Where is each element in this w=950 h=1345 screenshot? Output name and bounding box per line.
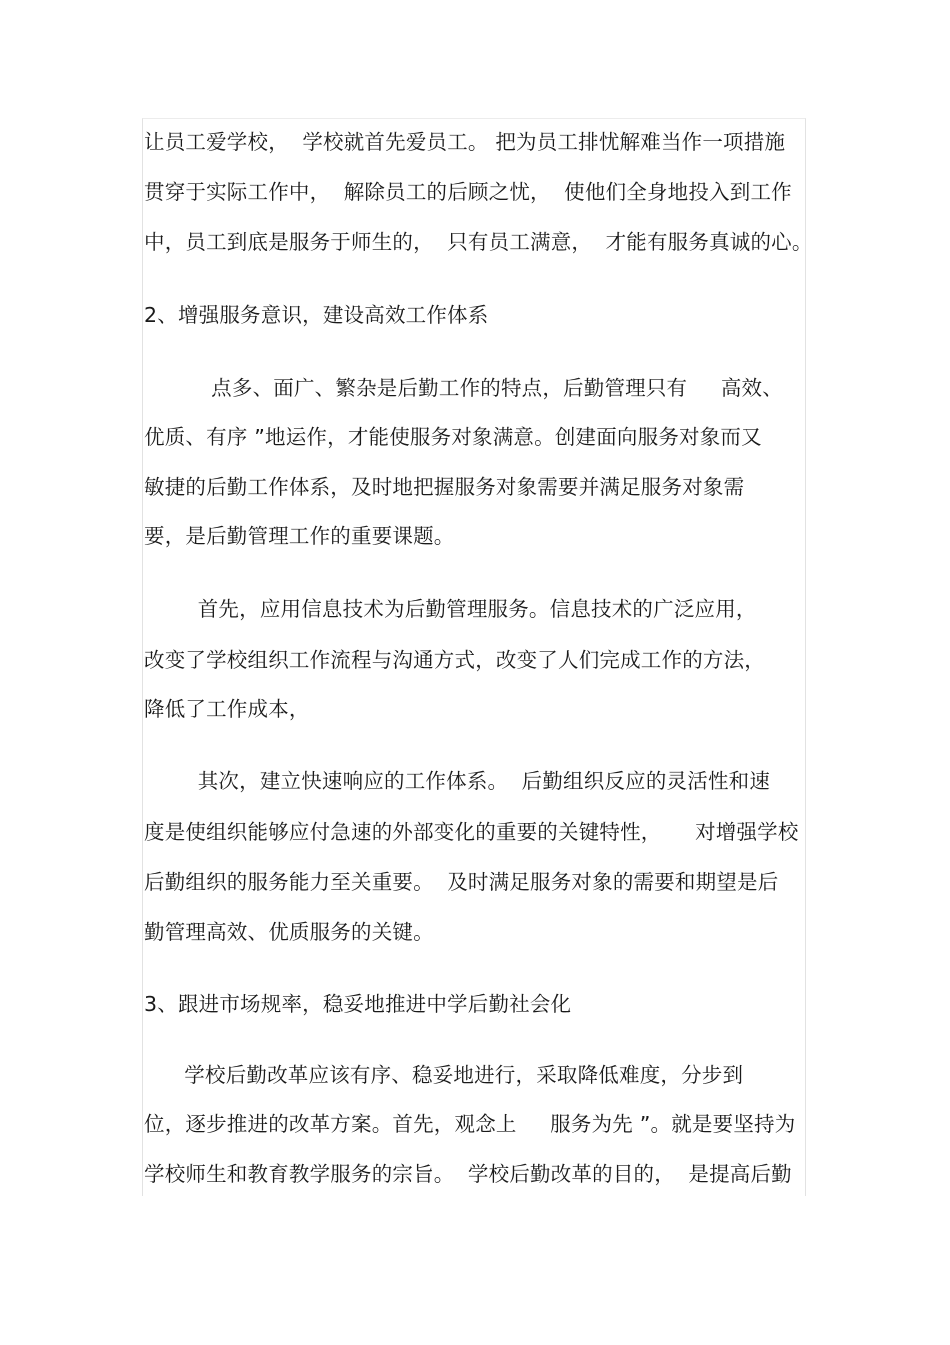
text-line: 中，员工到底是服务于师生的， 只有员工满意， 才能有服务真诚的心。 [144, 230, 813, 254]
text-line: 降低了工作成本， [144, 697, 310, 721]
text-line: 要，是后勤管理工作的重要课题。 [144, 524, 455, 548]
section-heading: 2、增强服务意识，建设高效工作体系 [144, 303, 489, 327]
text-line: 学校后勤改革应该有序、稳妥地进行，采取降低难度，分步到 [144, 1063, 744, 1087]
text-line: 优质、有序 ”地运作，才能使服务对象满意。创建面向服务对象而又 [144, 425, 762, 449]
text-line: 后勤组织的服务能力至关重要。 及时满足服务对象的需要和期望是后 [144, 870, 779, 894]
text-line: 贯穿于实际工作中， 解除员工的后顾之忧， 使他们全身地投入到工作 [144, 180, 792, 204]
section-heading: 3、跟进市场规率，稳妥地推进中学后勤社会化 [144, 992, 572, 1016]
text-line: 学校师生和教育教学服务的宗旨。 学校后勤改革的目的， 是提高后勤 [144, 1162, 792, 1186]
text-line: 首先，应用信息技术为后勤管理服务。信息技术的广泛应用， [144, 597, 757, 621]
text-line: 改变了学校组织工作流程与沟通方式，改变了人们完成工作的方法， [144, 648, 765, 672]
text-line: 度是使组织能够应付急速的外部变化的重要的关键特性， 对增强学校 [144, 820, 799, 844]
text-line: 点多、面广、繁杂是后勤工作的特点，后勤管理只有 高效、 [144, 376, 783, 400]
text-line: 其次，建立快速响应的工作体系。 后勤组织反应的灵活性和速 [144, 769, 771, 793]
text-line: 敏捷的后勤工作体系，及时地把握服务对象需要并满足服务对象需 [144, 475, 745, 499]
text-line: 位，逐步推进的改革方案。首先，观念上 服务为先 ”。就是要坚持为 [144, 1112, 796, 1136]
text-line: 让员工爱学校， 学校就首先爱员工。 把为员工排忧解难当作一项措施 [144, 130, 786, 154]
text-line: 勤管理高效、优质服务的关键。 [144, 920, 434, 944]
